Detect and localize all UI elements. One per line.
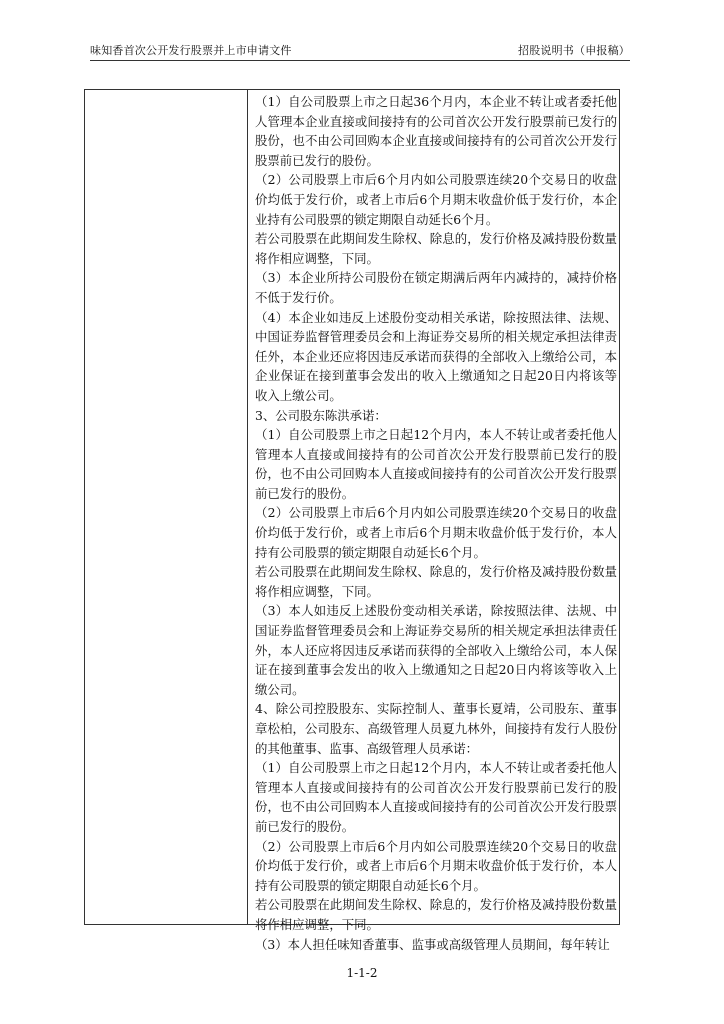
commitment-paragraph: （3）本人如违反上述股份变动相关承诺，除按照法律、法规、中国证券监督管理委员会和上海证券交易所的相关规定承担法律责任外，本人还应将因违反承诺而获得的全部收入上缴给公司，本人保证在接到董事会发出的收入上缴通知之日起20日内将该等收入上缴公司。 [255,603,617,697]
commitment-section-heading: 4、除公司控股股东、实际控制人、董事长夏靖，公司股东、董事章松柏，公司股东、高级管理人员夏九林外，间接持有发行人股份的其他董事、监事、高级管理人员承诺： [255,701,617,756]
commitment-section-heading: 3、公司股东陈洪承诺： [255,407,387,423]
page-number: 1-1-2 [346,966,378,980]
commitment-paragraph: （1）自公司股票上市之日起12个月内，本人不转让或者委托他人管理本人直接或间接持有的公司首次公开发行股票前已发行的股份，也不由公司回购本人直接或间接持有的公司首次公开发行股票前已发行的股份。 [255,427,617,501]
page-header [90,40,630,58]
commitment-paragraph: （2）公司股票上市后6个月内如公司股票连续20个交易日的收盘价均低于发行价，或者上市后6个月期末收盘价低于发行价，本人持有公司股票的锁定期限自动延长6个月。 [255,505,617,560]
commitment-paragraph: 若公司股票在此期间发生除权、除息的，发行价格及减持股份数量将作相应调整，下同。 [255,897,617,932]
table-column-divider [247,90,248,924]
header-document-type: 招股说明书（申报稿） [518,44,630,57]
commitment-table [84,89,620,952]
commitment-cell [255,92,617,954]
commitment-paragraph: （2）公司股票上市后6个月内如公司股票连续20个交易日的收盘价均低于发行价，或者上市后6个月期末收盘价低于发行价，本企业持有公司股票的锁定期限自动延长6个月。 [255,172,617,227]
commitment-paragraph: 若公司股票在此期间发生除权、除息的，发行价格及减持股份数量将作相应调整，下同。 [255,231,617,266]
header-document-title: 味知香首次公开发行股票并上市申请文件 [90,44,292,57]
commitment-paragraph: （3）本人担任味知香董事、监事或高级管理人员期间，每年转让 [255,936,610,952]
commitment-paragraph: （1）自公司股票上市之日起12个月内，本人不转让或者委托他人管理本人直接或间接持有的公司首次公开发行股票前已发行的股份，也不由公司回购本人直接或间接持有的公司首次公开发行股票前已发行的股份。 [255,760,617,834]
commitment-paragraph: （2）公司股票上市后6个月内如公司股票连续20个交易日的收盘价均低于发行价，或者上市后6个月期末收盘价低于发行价，本人持有公司股票的锁定期限自动延长6个月。 [255,838,617,893]
header-rule [90,60,630,61]
commitment-paragraph: （4）本企业如违反上述股份变动相关承诺，除按照法律、法规、中国证券监督管理委员会和上海证券交易所的相关规定承担法律责任外，本企业还应将因违反承诺而获得的全部收入上缴给公司，本企业保证在接到董事会发出的收入上缴通知之日起20日内将该等收入上缴公司。 [255,309,617,403]
commitment-paragraph: （1）自公司股票上市之日起36个月内，本企业不转让或者委托他人管理本企业直接或间接持有的公司首次公开发行股票前已发行的股份，也不由公司回购本企业直接或间接持有的公司首次公开发行股票前已发行的股份。 [255,94,617,168]
commitment-paragraph: （3）本企业所持公司股份在锁定期满后两年内减持的，减持价格不低于发行价。 [255,270,617,305]
commitment-paragraph: 若公司股票在此期间发生除权、除息的，发行价格及减持股份数量将作相应调整，下同。 [255,564,617,599]
